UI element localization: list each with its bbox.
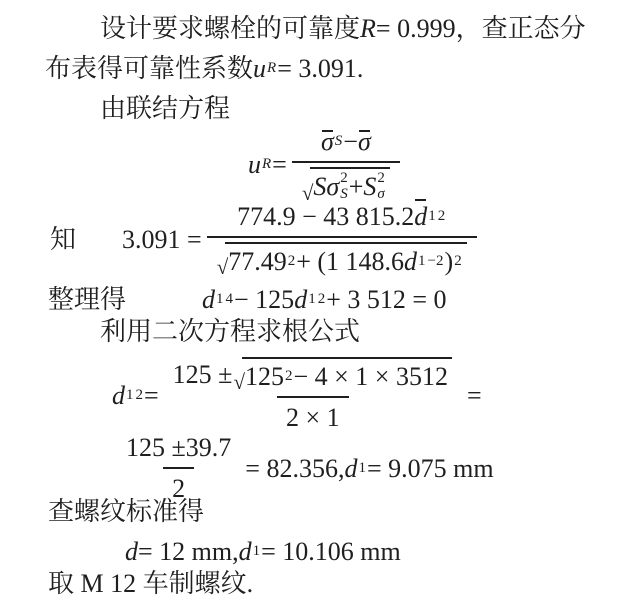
- para-design-requirement-line1: 设计要求螺栓的可靠度 R = 0.999，查正态分: [100, 14, 586, 43]
- para-thread-standard-label: 查螺纹标准得: [48, 497, 205, 526]
- para-connection-equation-label: 由联结方程: [100, 94, 231, 123]
- formula-simplified-quartic: 整理得 d 1 4 − 125 d 1 2 + 3 512 = 0: [48, 285, 447, 314]
- para-design-requirement-line2: 布表得可靠性系数 u R = 3.091.: [45, 54, 364, 83]
- formula-substituted-equation: 知 3.091 = 774.9 − 43 815.2 d 1 2 √ 77.49 2 + (1 148.6 d 1 −2 ) 2: [50, 201, 482, 277]
- para-conclusion: 取 M 12 车制螺纹.: [48, 569, 254, 598]
- para-quadratic-formula-label: 利用二次方程求根公式: [100, 317, 361, 346]
- formula-quadratic-root: d 1 2 = 125 ± √ 125 2 − 4 × 1 × 3512 2 × 1 =: [112, 357, 482, 433]
- formula-standard-diameters: d = 12 mm, d 1 = 10.106 mm: [125, 537, 401, 566]
- formula-reliability-coefficient: u R = σ S − σ √ S σ 2 S + S 2 σ: [248, 126, 405, 203]
- formula-root-result: $\frac{125 \pm 39.7}{2}$ = 82.356, d 1 = 9.075 mm: [126, 433, 494, 504]
